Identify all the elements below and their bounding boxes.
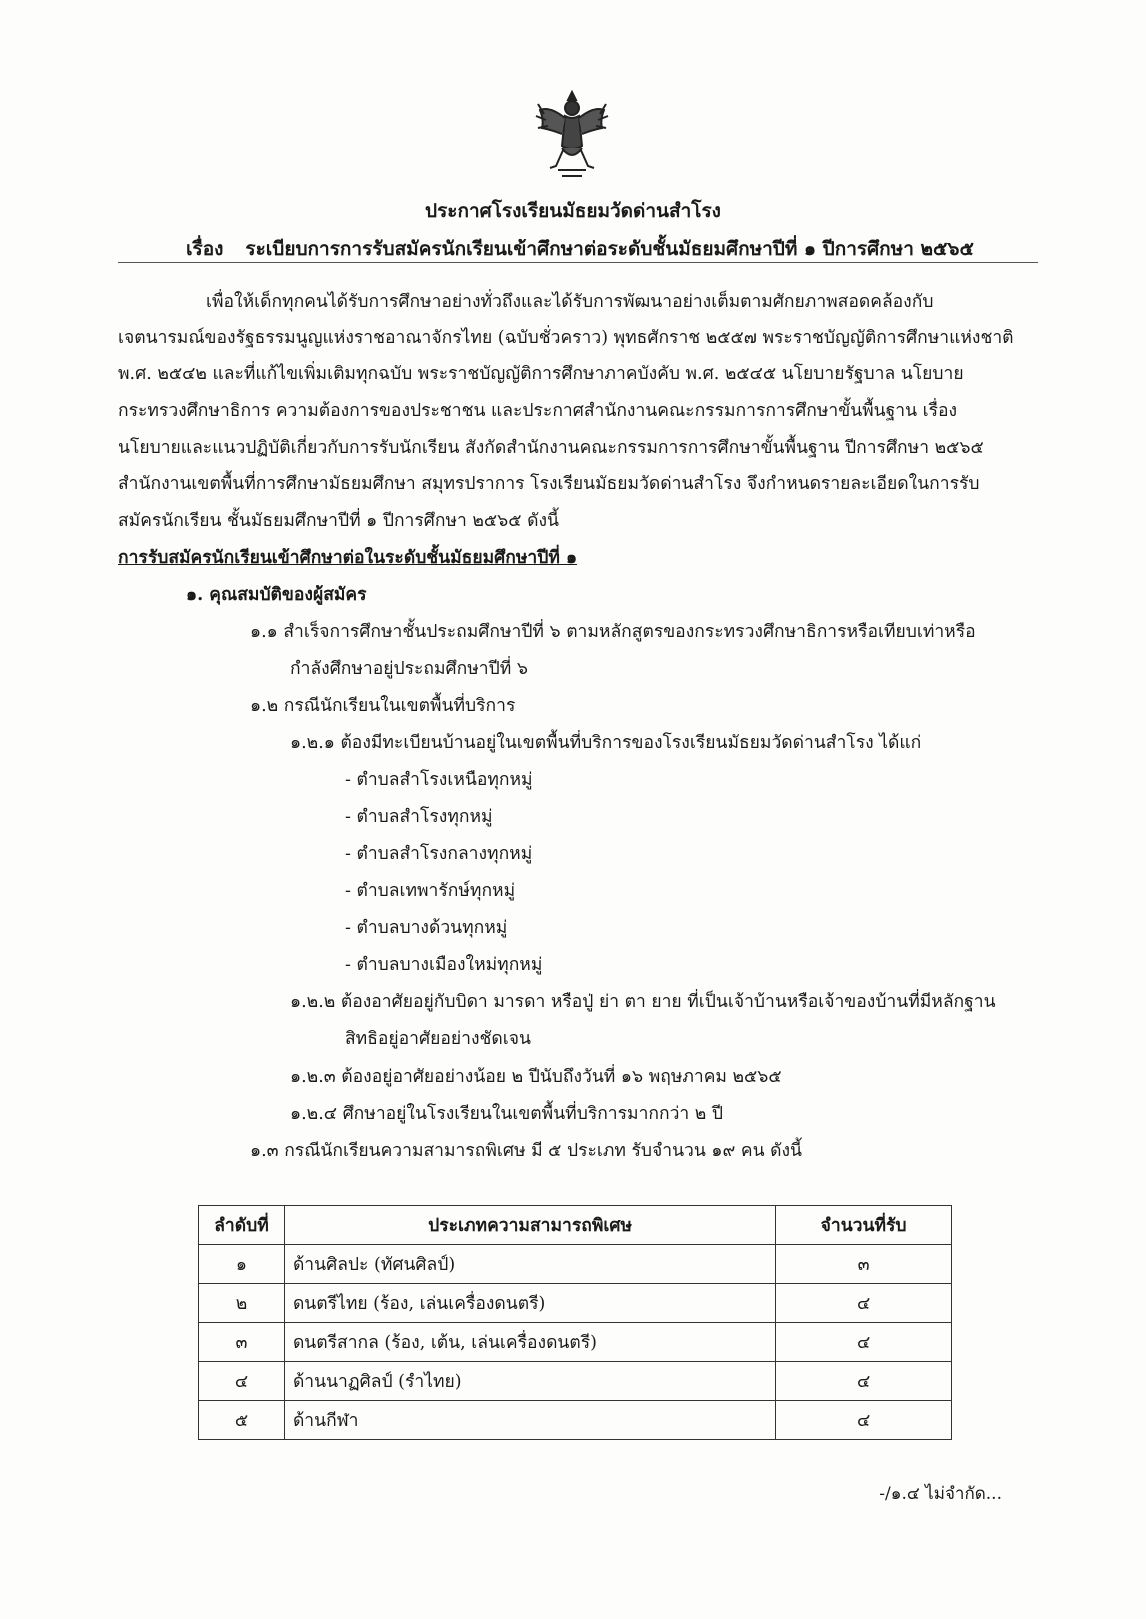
table-row	[199, 1245, 952, 1284]
table-header-row	[199, 1206, 952, 1245]
table-cell-type: ด้านกีฬา	[284, 1401, 775, 1440]
table-cell-count: ๔	[776, 1323, 952, 1362]
intro-line: เจตนารมณ์ของรัฐธรรมนูญแห่งราชอาณาจักรไทย (ฉบับชั่วคราว) พุทธศักราช ๒๕๕๗ พระราชบัญญัติการศึกษาแห่งชาติ	[118, 328, 1014, 348]
table-cell-count: ๔	[776, 1284, 952, 1323]
intro-line: พ.ศ. ๒๕๔๒ และที่แก้ไขเพิ่มเติมทุกฉบับ พระราชบัญญัติการศึกษาภาคบังคับ พ.ศ. ๒๕๔๕ นโยบายรัฐบาล นโยบาย	[118, 364, 964, 384]
intro-line: กระทรวงศึกษาธิการ ความต้องการของประชาชน และประกาศสำนักงานคณะกรรมการการศึกษาขั้นพื้นฐาน เรื่อง	[118, 401, 958, 421]
intro-line: สำนักงานเขตพื้นที่การศึกษามัธยมศึกษา สมุทรปราการ โรงเรียนมัธยมวัดด่านสำโรง จึงกำหนดรายละเอียดในการรับ	[118, 474, 980, 494]
table-cell-no: ๕	[199, 1401, 285, 1440]
item-1-2: ๑.๒ กรณีนักเรียนในเขตพื้นที่บริการ	[250, 696, 516, 716]
table-cell-type: ด้านนาฏศิลป์ (รำไทย)	[284, 1362, 775, 1401]
subdistrict-item: - ตำบลเทพารักษ์ทุกหมู่	[345, 881, 516, 901]
item-1-2-2-cont: สิทธิอยู่อาศัยอย่างชัดเจน	[345, 1029, 531, 1049]
continuation-note: -/๑.๔ ไม่จำกัด...	[879, 1484, 1002, 1504]
intro-line: นโยบายและแนวปฏิบัติเกี่ยวกับการรับนักเรียน สังกัดสำนักงานคณะกรรมการการศึกษาขั้นพื้นฐาน ปีการศึกษา ๒๕๖๕	[118, 438, 984, 458]
table-row	[199, 1401, 952, 1440]
item-1-heading: ๑. คุณสมบัติของผู้สมัคร	[186, 585, 367, 605]
subject-line	[186, 234, 974, 264]
header-divider	[118, 262, 1038, 263]
item-1-2-3: ๑.๒.๓ ต้องอยู่อาศัยอย่างน้อย ๒ ปีนับถึงวันที่ ๑๖ พฤษภาคม ๒๕๖๕	[290, 1067, 782, 1087]
subject-label: เรื่อง	[186, 238, 224, 260]
item-1-3: ๑.๓ กรณีนักเรียนความสามารถพิเศษ มี ๕ ประเภท รับจำนวน ๑๙ คน ดังนี้	[250, 1141, 802, 1161]
subject-text: ระเบียบการการรับสมัครนักเรียนเข้าศึกษาต่อระดับชั้นมัธยมศึกษาปีที่ ๑ ปีการศึกษา ๒๕๖๕	[245, 238, 974, 260]
item-1-2-2: ๑.๒.๒ ต้องอาศัยอยู่กับบิดา มารดา หรือปู่ ย่า ตา ยาย ที่เป็นเจ้าบ้านหรือเจ้าของบ้านที่มีหลักฐาน	[290, 992, 996, 1012]
table-cell-count: ๔	[776, 1401, 952, 1440]
section-heading: การรับสมัครนักเรียนเข้าศึกษาต่อในระดับชั้นมัธยมศึกษาปีที่ ๑	[118, 548, 578, 568]
subdistrict-item: - ตำบลสำโรงเหนือทุกหมู่	[345, 770, 533, 790]
table-cell-no: ๑	[199, 1245, 285, 1284]
intro-line: สมัครนักเรียน ชั้นมัธยมศึกษาปีที่ ๑ ปีการศึกษา ๒๕๖๕ ดังนี้	[118, 511, 559, 531]
table-header-cell: จำนวนที่รับ	[776, 1206, 952, 1245]
special-ability-table	[198, 1205, 952, 1440]
item-1-1: ๑.๑ สำเร็จการศึกษาชั้นประถมศึกษาปีที่ ๖ ตามหลักสูตรของกระทรวงศึกษาธิการหรือเทียบเท่าหรือ	[250, 622, 976, 642]
item-1-2-1: ๑.๒.๑ ต้องมีทะเบียนบ้านอยู่ในเขตพื้นที่บริการของโรงเรียนมัธยมวัดด่านสำโรง ได้แก่	[290, 733, 922, 753]
garuda-emblem-icon	[532, 86, 612, 186]
item-1-1-cont: กำลังศึกษาอยู่ประถมศึกษาปีที่ ๖	[290, 659, 528, 679]
table-cell-no: ๔	[199, 1362, 285, 1401]
table-row	[199, 1362, 952, 1401]
table-header-cell: ประเภทความสามารถพิเศษ	[284, 1206, 775, 1245]
subdistrict-item: - ตำบลบางด้วนทุกหมู่	[345, 918, 508, 938]
table-row	[199, 1323, 952, 1362]
subdistrict-item: - ตำบลสำโรงกลางทุกหมู่	[345, 844, 533, 864]
table-cell-no: ๒	[199, 1284, 285, 1323]
table-cell-no: ๓	[199, 1323, 285, 1362]
table-row	[199, 1284, 952, 1323]
table-cell-type: ด้านศิลปะ (ทัศนศิลป์)	[284, 1245, 775, 1284]
table-cell-count: ๔	[776, 1362, 952, 1401]
item-1-2-4: ๑.๒.๔ ศึกษาอยู่ในโรงเรียนในเขตพื้นที่บริการมากกว่า ๒ ปี	[290, 1104, 724, 1124]
subdistrict-item: - ตำบลสำโรงทุกหมู่	[345, 807, 493, 827]
table-header-cell: ลำดับที่	[199, 1206, 285, 1245]
subdistrict-item: - ตำบลบางเมืองใหม่ทุกหมู่	[345, 955, 543, 975]
announcement-title: ประกาศโรงเรียนมัธยมวัดด่านสำโรง	[425, 200, 721, 222]
intro-line: เพื่อให้เด็กทุกคนได้รับการศึกษาอย่างทั่วถึงและได้รับการพัฒนาอย่างเต็มตามศักยภาพสอดคล้องกับ	[206, 292, 934, 312]
table-cell-type: ดนตรีสากล (ร้อง, เต้น, เล่นเครื่องดนตรี)	[284, 1323, 775, 1362]
table-cell-count: ๓	[776, 1245, 952, 1284]
table-cell-type: ดนตรีไทย (ร้อง, เล่นเครื่องดนตรี)	[284, 1284, 775, 1323]
